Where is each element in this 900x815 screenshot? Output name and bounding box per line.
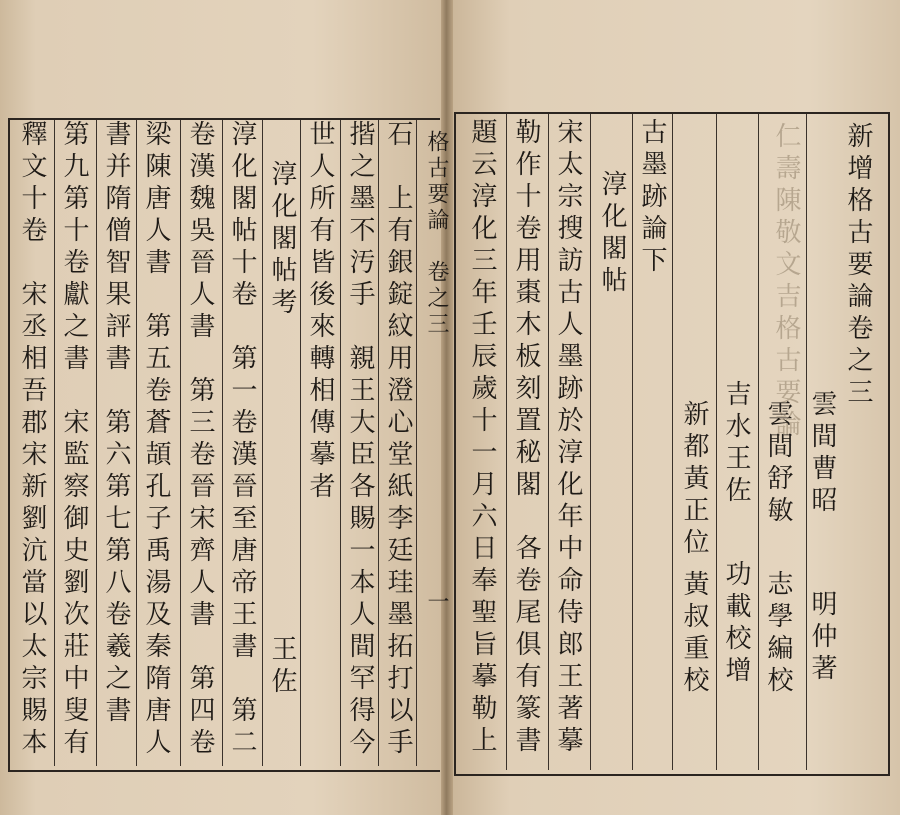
author-name: 雲間曹昭 (807, 390, 837, 518)
body-column: 宋太宗搜訪古人墨跡於淳化年中命侍郎王著摹 (553, 118, 583, 758)
note-column: 釋文十卷 宋丞相吾郡宋新劉沆當以太宗賜本 (17, 120, 47, 760)
column-rule (672, 114, 673, 770)
section-title: 古墨跡論下 (637, 118, 667, 278)
column-rule (96, 120, 97, 766)
author-name: 新都黃正位 (679, 400, 709, 560)
author-role: 明仲著 (807, 590, 837, 686)
note-column: 梁陳唐人書 第五卷蒼頡孔子禹湯及秦隋唐人 (141, 120, 171, 760)
note-author: 王佐 (267, 635, 297, 699)
page-number: 一 (424, 590, 449, 616)
body-column: 勒作十卷用棗木板刻置秘閣 各卷尾俱有篆書 (511, 118, 541, 758)
body-column: 揩之墨不汚手 親王大臣各賜一本人間罕得今 (345, 120, 375, 760)
subsection-title: 淳化閣帖 (597, 170, 627, 298)
column-rule (632, 114, 633, 770)
note-column: 書并隋僧智果評書 第六第七第八卷羲之書 (101, 120, 131, 728)
body-column: 世人所有皆後來轉相傳摹者 (305, 120, 335, 504)
body-column: 石 上有銀錠紋用澄心堂紙李廷珪墨拓打以手 (383, 120, 413, 760)
column-rule (180, 120, 181, 766)
note-title: 淳化閣帖考 (267, 160, 297, 320)
note-column: 卷漢魏吳晉人書 第三卷晉宋齊人書 第四卷 (185, 120, 215, 760)
column-rule (222, 120, 223, 766)
bleed-through-text: 仁壽陳敬文吉格古要論 (771, 122, 801, 442)
note-column: 淳化閣帖十卷 第一卷漢晉至唐帝王書 第二 (227, 120, 257, 760)
column-rule (590, 114, 591, 770)
column-rule (54, 120, 55, 766)
column-rule (378, 120, 379, 766)
column-rule (416, 120, 417, 766)
column-rule (716, 114, 717, 770)
block-center-label: 格古要論 卷之三 (424, 130, 449, 338)
note-column: 第九第十卷獻之書 宋監察御史劉次莊中叟有 (59, 120, 89, 760)
column-rule (758, 114, 759, 770)
body-column: 題云淳化三年壬辰歲十一月六日奉聖旨摹勒上 (467, 118, 497, 758)
column-rule (340, 120, 341, 766)
author-name: 吉水王佐 (721, 380, 751, 508)
author-role: 志學編校 (763, 570, 793, 698)
book-gutter (441, 0, 453, 815)
column-rule (506, 114, 507, 770)
author-role: 黃叔重校 (679, 570, 709, 698)
author-name: 雲間舒敏 (763, 400, 793, 528)
author-role: 功載校增 (721, 560, 751, 688)
column-rule (548, 114, 549, 770)
column-rule (262, 120, 263, 766)
column-rule (300, 120, 301, 766)
volume-title: 新增格古要論卷之三 (843, 122, 873, 410)
column-rule (136, 120, 137, 766)
